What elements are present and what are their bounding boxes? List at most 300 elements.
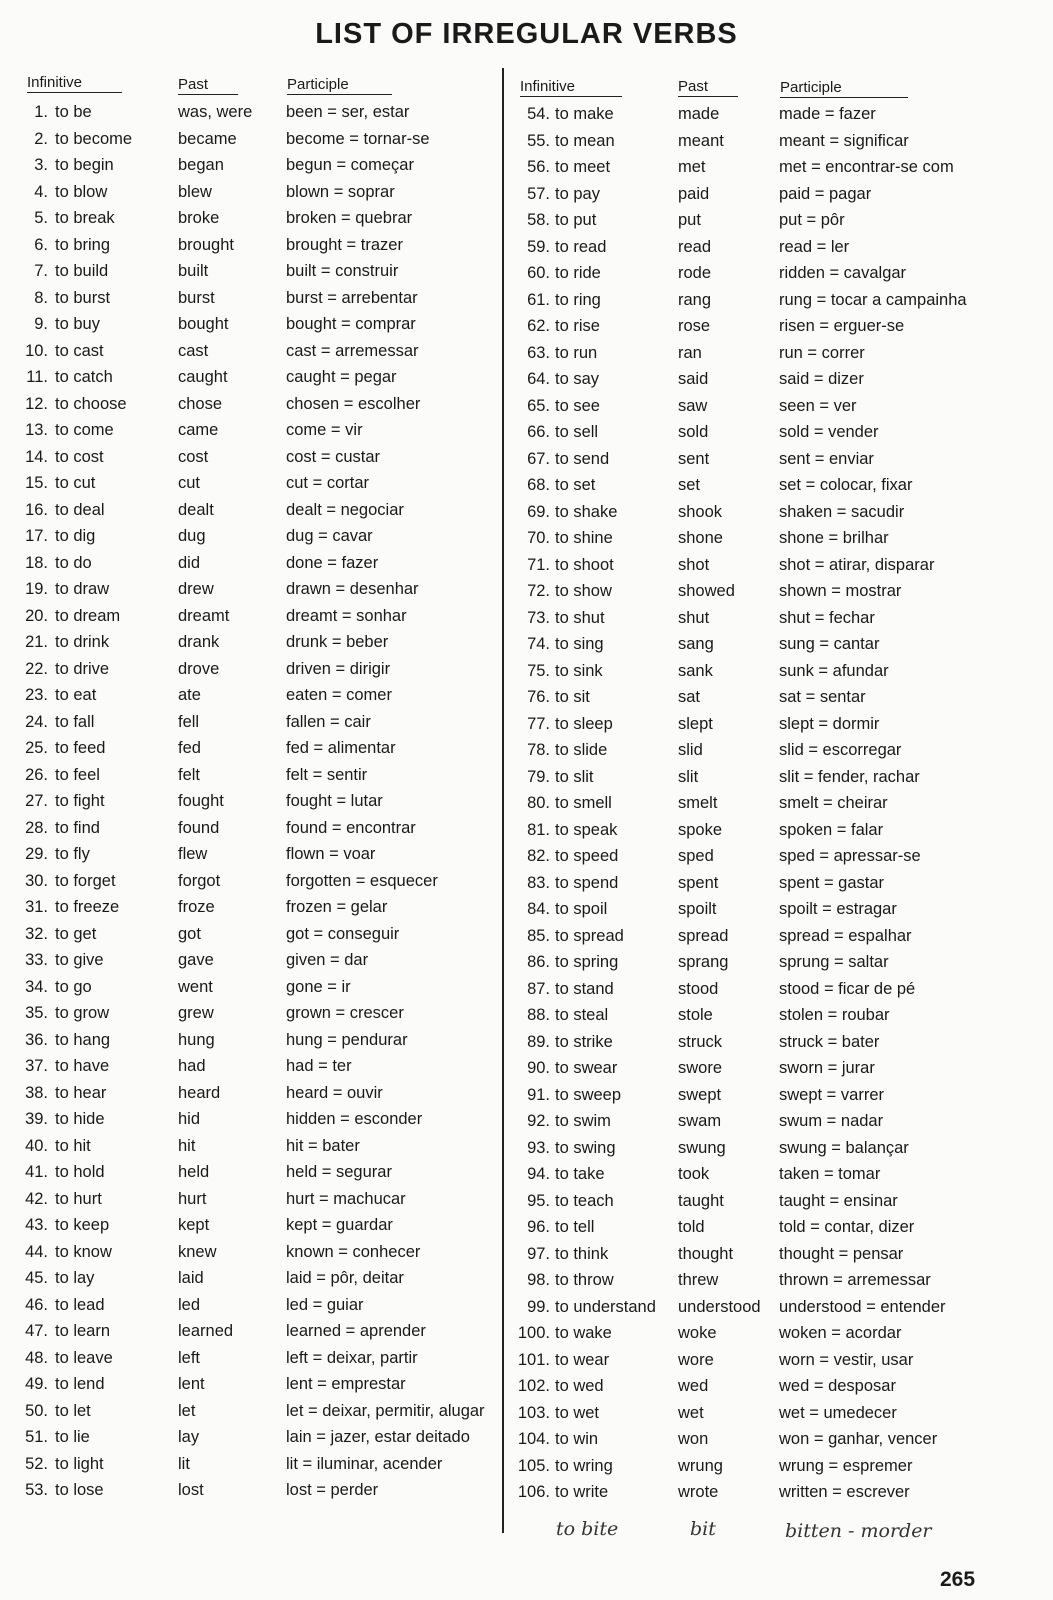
row-number: 73. bbox=[527, 608, 550, 627]
row-number: 66. bbox=[527, 423, 550, 441]
handwritten-past: bit bbox=[690, 1518, 716, 1540]
infinitive-cell: to keep bbox=[55, 1216, 110, 1234]
past-cell: stood bbox=[678, 979, 719, 998]
row-number: 43. bbox=[25, 1216, 48, 1234]
row-number: 41. bbox=[25, 1163, 48, 1181]
participle-cell: eaten = comer bbox=[286, 686, 392, 704]
infinitive-cell: to burst bbox=[55, 288, 111, 307]
participle-cell: learned = aprender bbox=[286, 1322, 426, 1340]
participle-cell: dealt = negociar bbox=[286, 500, 404, 519]
row-number: 100. bbox=[517, 1324, 550, 1342]
infinitive-cell: to learn bbox=[55, 1322, 111, 1340]
past-cell: did bbox=[178, 553, 201, 572]
row-number: 71. bbox=[527, 555, 550, 574]
infinitive-cell: to drive bbox=[55, 659, 110, 678]
past-cell: meant bbox=[678, 131, 724, 150]
infinitive-cell: to let bbox=[55, 1401, 91, 1420]
infinitive-cell: to read bbox=[555, 237, 607, 256]
infinitive-cell: to bring bbox=[55, 235, 111, 254]
infinitive-cell: to shoot bbox=[555, 555, 614, 574]
row-number: 40. bbox=[25, 1136, 48, 1155]
row-number: 24. bbox=[25, 712, 48, 731]
row-number: 30. bbox=[25, 871, 48, 890]
past-cell: stole bbox=[678, 1006, 713, 1024]
participle-cell: sworn = jurar bbox=[779, 1059, 875, 1077]
participle-cell: left = deixar, partir bbox=[286, 1348, 418, 1367]
past-cell: lent bbox=[178, 1375, 205, 1393]
participle-cell: woken = acordar bbox=[779, 1324, 902, 1342]
participle-cell: shown = mostrar bbox=[779, 582, 902, 600]
row-number: 63. bbox=[527, 343, 550, 362]
infinitive-cell: to see bbox=[555, 396, 600, 415]
past-cell: set bbox=[678, 476, 701, 494]
row-number: 86. bbox=[527, 953, 550, 971]
participle-cell: smelt = cheirar bbox=[779, 794, 888, 812]
infinitive-cell: to be bbox=[55, 103, 92, 121]
past-cell: drank bbox=[178, 633, 220, 651]
past-cell: lay bbox=[178, 1428, 200, 1446]
infinitive-cell: to fight bbox=[55, 792, 105, 810]
infinitive-cell: to freeze bbox=[55, 898, 120, 916]
row-number: 93. bbox=[527, 1138, 550, 1157]
participle-cell: begun = começar bbox=[286, 156, 414, 174]
infinitive-cell: to feel bbox=[55, 765, 100, 784]
participle-cell: sat = sentar bbox=[779, 688, 866, 706]
row-number: 92. bbox=[527, 1112, 550, 1130]
past-cell: froze bbox=[178, 898, 215, 916]
infinitive-cell: to lead bbox=[55, 1295, 105, 1314]
past-cell: rang bbox=[678, 290, 712, 309]
row-number: 82. bbox=[527, 847, 550, 865]
participle-cell: lain = jazer, estar deitado bbox=[286, 1428, 470, 1446]
infinitive-cell: to swear bbox=[555, 1059, 618, 1077]
row-number: 104. bbox=[517, 1430, 550, 1448]
infinitive-cell: to write bbox=[555, 1483, 609, 1501]
participle-cell: dreamt = sonhar bbox=[286, 606, 407, 625]
past-cell: lit bbox=[178, 1454, 190, 1473]
row-number: 74. bbox=[527, 635, 550, 653]
handwritten-participle: bitten - morder bbox=[785, 1520, 932, 1542]
row-number: 11. bbox=[26, 368, 48, 386]
participle-cell: spent = gastar bbox=[779, 873, 885, 892]
header-past-right: Past bbox=[678, 78, 738, 97]
past-cell: learned bbox=[178, 1322, 234, 1340]
row-number: 19. bbox=[25, 580, 48, 598]
row-number: 15. bbox=[25, 474, 48, 492]
row-number: 60. bbox=[527, 264, 550, 282]
participle-cell: rung = tocar a campainha bbox=[779, 290, 967, 309]
participle-cell: had = ter bbox=[286, 1057, 352, 1075]
participle-cell: swum = nadar bbox=[779, 1112, 884, 1130]
infinitive-cell: to sit bbox=[555, 688, 590, 706]
infinitive-cell: to cast bbox=[55, 341, 104, 360]
row-number: 98. bbox=[527, 1271, 550, 1289]
row-number: 44. bbox=[25, 1242, 48, 1261]
participle-cell: slit = fender, rachar bbox=[779, 767, 920, 786]
past-cell: said bbox=[678, 370, 709, 388]
participle-cell: sunk = afundar bbox=[779, 661, 889, 680]
infinitive-cell: to shake bbox=[555, 502, 618, 521]
row-number: 3. bbox=[34, 156, 48, 174]
participle-cell: brought = trazer bbox=[286, 235, 403, 254]
past-cell: forgot bbox=[178, 871, 221, 890]
participle-cell: found = encontrar bbox=[286, 818, 416, 837]
participle-cell: said = dizer bbox=[779, 370, 864, 388]
participle-cell: shut = fechar bbox=[779, 608, 875, 627]
row-number: 69. bbox=[527, 502, 550, 521]
row-number: 81. bbox=[527, 820, 550, 839]
past-cell: ran bbox=[678, 343, 702, 362]
infinitive-cell: to make bbox=[555, 105, 614, 123]
participle-cell: frozen = gelar bbox=[286, 898, 388, 916]
past-cell: hit bbox=[178, 1136, 196, 1155]
past-cell: rose bbox=[678, 317, 711, 335]
row-number: 9. bbox=[34, 315, 48, 333]
participle-cell: hit = bater bbox=[286, 1136, 360, 1155]
past-cell: cost bbox=[178, 447, 209, 466]
row-number: 5. bbox=[34, 209, 48, 227]
participle-cell: blown = soprar bbox=[286, 182, 395, 201]
past-cell: lost bbox=[178, 1481, 204, 1499]
infinitive-cell: to mean bbox=[555, 131, 615, 150]
infinitive-cell: to sell bbox=[555, 423, 599, 441]
participle-cell: burst = arrebentar bbox=[286, 288, 418, 307]
participle-cell: spread = espalhar bbox=[779, 926, 912, 945]
past-cell: took bbox=[678, 1165, 710, 1183]
row-number: 70. bbox=[527, 529, 550, 547]
handwritten-infinitive: to bite bbox=[556, 1518, 619, 1540]
infinitive-cell: to understand bbox=[555, 1297, 656, 1316]
infinitive-cell: to speak bbox=[555, 820, 618, 839]
row-number: 59. bbox=[527, 237, 550, 256]
row-number: 102. bbox=[517, 1377, 550, 1395]
past-cell: shook bbox=[678, 502, 723, 521]
participle-cell: heard = ouvir bbox=[286, 1083, 383, 1102]
past-cell: broke bbox=[178, 209, 220, 227]
infinitive-cell: to spoil bbox=[555, 900, 608, 918]
past-cell: knew bbox=[178, 1242, 217, 1261]
participle-cell: cut = cortar bbox=[286, 474, 369, 492]
infinitive-cell: to hear bbox=[55, 1083, 107, 1102]
past-cell: drew bbox=[178, 580, 214, 598]
infinitive-cell: to go bbox=[55, 977, 92, 996]
past-cell: left bbox=[178, 1348, 201, 1367]
infinitive-cell: to swing bbox=[555, 1138, 616, 1157]
row-number: 18. bbox=[25, 553, 48, 572]
infinitive-cell: to fly bbox=[55, 845, 90, 863]
participle-cell: chosen = escolher bbox=[286, 394, 421, 413]
infinitive-cell: to dig bbox=[55, 527, 96, 545]
past-cell: spoilt bbox=[678, 900, 717, 918]
past-cell: sat bbox=[678, 688, 701, 706]
past-cell: had bbox=[178, 1057, 206, 1075]
row-number: 96. bbox=[527, 1218, 550, 1236]
past-cell: fell bbox=[178, 712, 200, 731]
row-number: 57. bbox=[527, 184, 550, 203]
past-cell: wrote bbox=[678, 1483, 719, 1501]
infinitive-cell: to do bbox=[55, 553, 92, 572]
participle-cell: shaken = sacudir bbox=[779, 502, 905, 521]
infinitive-cell: to hide bbox=[55, 1110, 105, 1128]
infinitive-cell: to wet bbox=[555, 1403, 600, 1422]
row-number: 78. bbox=[527, 741, 550, 759]
participle-cell: told = contar, dizer bbox=[779, 1218, 915, 1236]
infinitive-cell: to swim bbox=[555, 1112, 611, 1130]
infinitive-cell: to meet bbox=[555, 158, 611, 176]
row-number: 42. bbox=[25, 1189, 48, 1208]
row-number: 83. bbox=[527, 873, 550, 892]
participle-cell: shone = brilhar bbox=[779, 529, 889, 547]
past-cell: began bbox=[178, 156, 224, 174]
past-cell: shot bbox=[678, 555, 710, 574]
participle-cell: put = pôr bbox=[779, 211, 845, 229]
past-cell: drove bbox=[178, 659, 220, 678]
past-cell: wet bbox=[678, 1403, 704, 1422]
past-cell: made bbox=[678, 105, 720, 123]
infinitive-cell: to sink bbox=[555, 661, 603, 680]
infinitive-cell: to buy bbox=[55, 315, 100, 333]
infinitive-cell: to wake bbox=[555, 1324, 612, 1342]
infinitive-cell: to win bbox=[555, 1430, 599, 1448]
participle-cell: led = guiar bbox=[286, 1295, 364, 1314]
infinitive-cell: to teach bbox=[555, 1191, 614, 1210]
row-number: 2. bbox=[34, 129, 48, 148]
participle-cell: lent = emprestar bbox=[286, 1375, 406, 1393]
infinitive-cell: to steal bbox=[555, 1006, 609, 1024]
infinitive-cell: to know bbox=[55, 1242, 112, 1261]
row-number: 94. bbox=[527, 1165, 550, 1183]
infinitive-cell: to dream bbox=[55, 606, 121, 625]
infinitive-cell: to speed bbox=[555, 847, 619, 865]
past-cell: cut bbox=[178, 474, 201, 492]
participle-cell: held = segurar bbox=[286, 1163, 392, 1181]
row-number: 77. bbox=[527, 714, 550, 733]
row-number: 20. bbox=[25, 606, 48, 625]
participle-cell: run = correr bbox=[779, 343, 865, 362]
past-cell: went bbox=[178, 977, 213, 996]
infinitive-cell: to take bbox=[555, 1165, 605, 1183]
infinitive-cell: to lie bbox=[55, 1428, 90, 1446]
participle-cell: understood = entender bbox=[779, 1297, 946, 1316]
participle-cell: seen = ver bbox=[779, 396, 857, 415]
past-cell: gave bbox=[178, 951, 214, 969]
row-number: 72. bbox=[527, 582, 550, 600]
infinitive-cell: to sing bbox=[555, 635, 604, 653]
past-cell: was, were bbox=[178, 103, 253, 121]
participle-cell: got = conseguir bbox=[286, 924, 400, 943]
participle-cell: gone = ir bbox=[286, 977, 351, 996]
past-cell: shut bbox=[678, 608, 710, 627]
infinitive-cell: to think bbox=[555, 1244, 609, 1263]
row-number: 99. bbox=[527, 1297, 550, 1316]
participle-cell: written = escrever bbox=[779, 1483, 910, 1501]
row-number: 95. bbox=[527, 1191, 550, 1210]
past-cell: hurt bbox=[178, 1189, 207, 1208]
header-participle-right: Participle bbox=[780, 79, 908, 98]
row-number: 8. bbox=[34, 288, 48, 307]
infinitive-cell: to set bbox=[555, 476, 596, 494]
participle-cell: wet = umedecer bbox=[779, 1403, 897, 1422]
infinitive-cell: to put bbox=[555, 211, 597, 229]
participle-cell: driven = dirigir bbox=[286, 659, 391, 678]
row-number: 80. bbox=[527, 794, 550, 812]
row-number: 23. bbox=[25, 686, 48, 704]
infinitive-cell: to lay bbox=[55, 1269, 95, 1287]
row-number: 17. bbox=[25, 527, 48, 545]
past-cell: saw bbox=[678, 396, 708, 415]
infinitive-cell: to find bbox=[55, 818, 100, 837]
infinitive-cell: to sweep bbox=[555, 1085, 622, 1104]
participle-cell: hung = pendurar bbox=[286, 1030, 408, 1049]
past-cell: cast bbox=[178, 341, 209, 360]
participle-cell: lost = perder bbox=[286, 1481, 379, 1499]
row-number: 7. bbox=[34, 262, 48, 280]
row-number: 25. bbox=[25, 739, 48, 757]
infinitive-cell: to slide bbox=[555, 741, 608, 759]
row-number: 32. bbox=[25, 924, 48, 943]
row-number: 14. bbox=[25, 447, 48, 466]
infinitive-cell: to throw bbox=[555, 1271, 614, 1289]
participle-cell: worn = vestir, usar bbox=[779, 1350, 914, 1369]
row-number: 39. bbox=[25, 1110, 48, 1128]
infinitive-cell: to eat bbox=[55, 686, 97, 704]
infinitive-cell: to grow bbox=[55, 1004, 110, 1022]
past-cell: laid bbox=[178, 1269, 204, 1287]
past-cell: wed bbox=[678, 1377, 709, 1395]
infinitive-cell: to hang bbox=[55, 1030, 111, 1049]
row-number: 58. bbox=[527, 211, 550, 229]
past-cell: hung bbox=[178, 1030, 215, 1049]
past-cell: felt bbox=[178, 765, 201, 784]
participle-cell: flown = voar bbox=[286, 845, 376, 863]
row-number: 65. bbox=[527, 396, 550, 415]
row-number: 31. bbox=[25, 898, 48, 916]
infinitive-cell: to get bbox=[55, 924, 97, 943]
past-cell: spread bbox=[678, 926, 729, 945]
infinitive-cell: to ring bbox=[555, 290, 601, 309]
row-number: 105. bbox=[517, 1456, 550, 1475]
past-cell: caught bbox=[178, 368, 228, 386]
past-cell: understood bbox=[678, 1297, 761, 1316]
participle-cell: sung = cantar bbox=[779, 635, 880, 653]
infinitive-cell: to begin bbox=[55, 156, 114, 174]
infinitive-cell: to lend bbox=[55, 1375, 105, 1393]
infinitive-cell: to hurt bbox=[55, 1189, 102, 1208]
participle-cell: lit = iluminar, acender bbox=[286, 1454, 443, 1473]
participle-cell: met = encontrar-se com bbox=[779, 158, 954, 176]
participle-cell: come = vir bbox=[286, 421, 363, 439]
participle-cell: forgotten = esquecer bbox=[286, 871, 438, 890]
past-cell: built bbox=[178, 262, 209, 280]
row-number: 68. bbox=[527, 476, 550, 494]
row-number: 26. bbox=[25, 765, 48, 784]
past-cell: let bbox=[178, 1401, 196, 1420]
past-cell: held bbox=[178, 1163, 210, 1181]
participle-cell: spoken = falar bbox=[779, 820, 884, 839]
past-cell: fed bbox=[178, 739, 201, 757]
participle-cell: built = construir bbox=[286, 262, 399, 280]
participle-cell: dug = cavar bbox=[286, 527, 373, 545]
participle-cell: slept = dormir bbox=[779, 714, 880, 733]
participle-cell: done = fazer bbox=[286, 553, 379, 572]
row-number: 90. bbox=[527, 1059, 550, 1077]
infinitive-cell: to hit bbox=[55, 1136, 91, 1155]
infinitive-cell: to blow bbox=[55, 182, 108, 201]
infinitive-cell: to strike bbox=[555, 1032, 613, 1051]
participle-cell: swung = balançar bbox=[779, 1138, 909, 1157]
participle-cell: risen = erguer-se bbox=[779, 317, 905, 335]
row-number: 1. bbox=[34, 103, 48, 121]
row-number: 36. bbox=[25, 1030, 48, 1049]
participle-cell: stolen = roubar bbox=[779, 1006, 890, 1024]
participle-cell: given = dar bbox=[286, 951, 369, 969]
past-cell: fought bbox=[178, 792, 224, 810]
infinitive-cell: to smell bbox=[555, 794, 612, 812]
infinitive-cell: to say bbox=[555, 370, 600, 388]
infinitive-cell: to send bbox=[555, 449, 610, 468]
infinitive-cell: to break bbox=[55, 209, 115, 227]
infinitive-cell: to fall bbox=[55, 712, 95, 731]
past-cell: smelt bbox=[678, 794, 718, 812]
participle-cell: spoilt = estragar bbox=[779, 900, 897, 918]
past-cell: sped bbox=[678, 847, 714, 865]
participle-cell: fed = alimentar bbox=[286, 739, 396, 757]
page-title: LIST OF IRREGULAR VERBS bbox=[315, 18, 738, 50]
row-number: 22. bbox=[25, 659, 48, 678]
past-cell: hid bbox=[178, 1110, 201, 1128]
infinitive-cell: to spread bbox=[555, 926, 624, 945]
participle-cell: bought = comprar bbox=[286, 315, 416, 333]
past-cell: dreamt bbox=[178, 606, 230, 625]
row-number: 49. bbox=[25, 1375, 48, 1393]
infinitive-cell: to show bbox=[555, 582, 612, 600]
past-cell: blew bbox=[178, 182, 212, 201]
infinitive-cell: to build bbox=[55, 262, 109, 280]
participle-cell: sprung = saltar bbox=[779, 953, 889, 971]
past-cell: slid bbox=[678, 741, 703, 759]
page-number: 265 bbox=[940, 1568, 976, 1591]
row-number: 101. bbox=[517, 1350, 550, 1369]
row-number: 16. bbox=[25, 500, 48, 519]
participle-cell: thought = pensar bbox=[779, 1244, 904, 1263]
participle-cell: read = ler bbox=[779, 237, 850, 256]
past-cell: wore bbox=[678, 1350, 714, 1369]
participle-cell: taken = tomar bbox=[779, 1165, 881, 1183]
past-cell: sang bbox=[678, 635, 714, 653]
participle-cell: slid = escorregar bbox=[779, 741, 902, 759]
infinitive-cell: to pay bbox=[555, 184, 600, 203]
participle-cell: kept = guardar bbox=[286, 1216, 393, 1234]
infinitive-cell: to give bbox=[55, 951, 104, 969]
infinitive-cell: to light bbox=[55, 1454, 104, 1473]
header-infinitive-left: Infinitive bbox=[27, 74, 122, 93]
participle-cell: ridden = cavalgar bbox=[779, 264, 907, 282]
row-number: 45. bbox=[25, 1269, 48, 1287]
past-cell: ate bbox=[178, 686, 201, 704]
past-cell: became bbox=[178, 129, 237, 148]
infinitive-cell: to spend bbox=[555, 873, 619, 892]
past-cell: swam bbox=[678, 1112, 722, 1130]
row-number: 13. bbox=[25, 421, 48, 439]
participle-cell: struck = bater bbox=[779, 1032, 880, 1051]
row-number: 6. bbox=[34, 235, 48, 254]
past-cell: heard bbox=[178, 1083, 221, 1102]
participle-cell: let = deixar, permitir, alugar bbox=[286, 1401, 485, 1420]
past-cell: led bbox=[178, 1295, 201, 1314]
infinitive-cell: to leave bbox=[55, 1348, 113, 1367]
infinitive-cell: to wear bbox=[555, 1350, 610, 1369]
row-number: 91. bbox=[527, 1085, 550, 1104]
